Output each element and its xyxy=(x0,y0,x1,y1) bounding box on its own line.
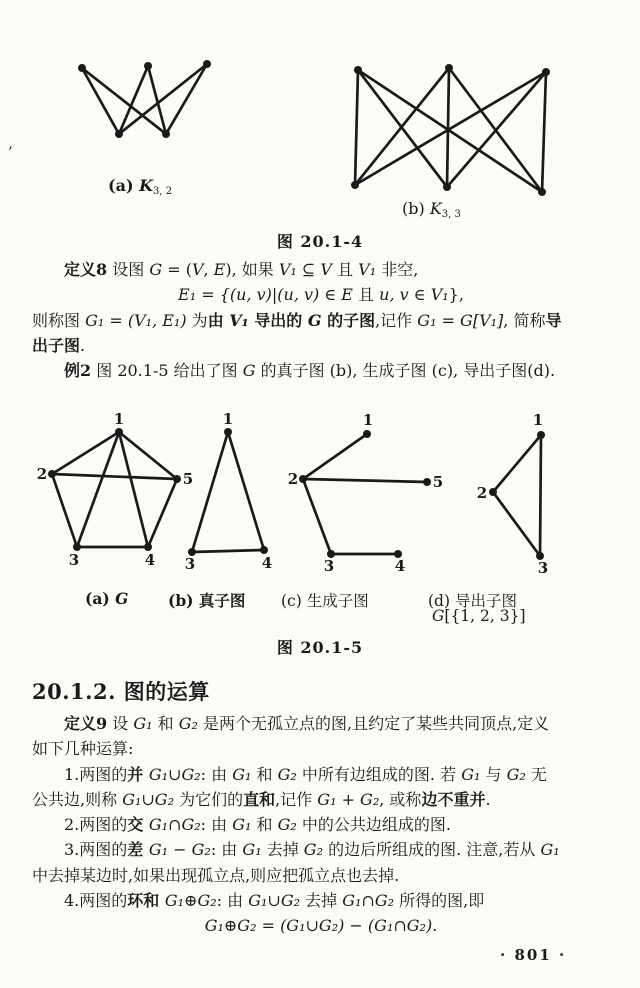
text-segment: 环和 xyxy=(127,891,165,911)
text-segment: G₂ xyxy=(277,815,297,835)
text-segment: 中去掉某边时,如果出现孤立点,则应把孤立点也去掉. xyxy=(32,865,400,885)
text-segment: u, v ∈ V₁ xyxy=(379,285,449,305)
text-segment: G₁∩G₂ xyxy=(342,891,395,911)
text-segment: 3, 3 xyxy=(441,209,461,220)
graph-induced-subgraph xyxy=(462,412,574,576)
text-segment: G₁∩G₂ xyxy=(148,815,201,835)
graph-vertex-label: 2 xyxy=(287,470,299,488)
text-segment: 是两个无孤立点的图,且约定了某些共同顶点,定义 xyxy=(197,714,550,733)
text-segment: 如下几种运算: xyxy=(32,739,134,759)
graph-vertex xyxy=(354,66,362,74)
text-segment: V₁ xyxy=(358,260,377,279)
text-segment: 无 xyxy=(525,764,547,784)
text-line xyxy=(32,711,610,736)
graph-vertex xyxy=(363,430,371,438)
graph-edge xyxy=(542,72,546,192)
graph-spanning-subgraph xyxy=(287,411,444,575)
text-line xyxy=(32,282,610,307)
graph-vertex xyxy=(351,181,359,189)
text-segment: 设 xyxy=(107,714,134,733)
graph-induced-subgraph-svg xyxy=(462,412,574,576)
graph-vertex xyxy=(115,130,123,138)
text-segment: 且 xyxy=(331,260,359,279)
graph-vertex xyxy=(224,428,232,436)
text-segment: . xyxy=(485,789,491,809)
text-segment: 和 xyxy=(251,764,278,784)
text-segment: E xyxy=(213,260,226,279)
graph-vertex-label: 5 xyxy=(432,473,444,491)
graph-vertex xyxy=(299,475,307,483)
fig5-caption-a xyxy=(85,589,128,608)
graph-vertex-label: 1 xyxy=(362,411,374,429)
graph-g-svg xyxy=(36,410,194,574)
text-segment: G₁ = (V₁, E₁) xyxy=(85,310,187,330)
text-segment: 中的公共边组成的图. xyxy=(296,815,452,835)
graph-edge xyxy=(52,474,177,479)
text-segment: 定义9 xyxy=(64,714,108,733)
graph-k33-svg xyxy=(350,54,565,202)
text-segment: 导 xyxy=(545,310,562,330)
text-segment: 和 xyxy=(251,815,278,835)
text-segment: ,记作 xyxy=(275,789,318,809)
graph-edge xyxy=(52,432,119,474)
text-segment: 导出的 xyxy=(248,310,308,330)
text-segment: G xyxy=(115,589,129,608)
graph-edge xyxy=(82,68,119,134)
page-number: · 801 · xyxy=(500,946,567,964)
graph-vertex-label: 3 xyxy=(323,557,335,575)
graph-true-subgraph xyxy=(183,412,283,574)
text-segment: = ( xyxy=(162,260,192,279)
graph-edge xyxy=(303,479,331,554)
text-segment: G₁ xyxy=(232,815,252,835)
text-segment: 3, 2 xyxy=(152,186,173,197)
text-segment: G₂ xyxy=(178,714,198,733)
def8-paragraph xyxy=(32,257,610,383)
text-segment: (b) xyxy=(168,591,199,610)
text-segment: 真子图 xyxy=(198,591,246,610)
text-segment: 设图 xyxy=(107,260,150,279)
text-segment: : 由 xyxy=(200,764,233,784)
graph-vertex xyxy=(78,64,86,72)
graph-vertex xyxy=(423,478,431,486)
text-line xyxy=(32,863,610,888)
text-segment: : 由 xyxy=(200,815,233,835)
text-segment: G₁ xyxy=(461,764,481,784)
fig4-label-b xyxy=(402,199,461,220)
graph-vertex xyxy=(173,475,181,483)
text-segment: 的边后所组成的图. 注意,若从 xyxy=(323,840,541,860)
text-segment: V₁ ⊆ V xyxy=(278,260,332,279)
fig5-caption-d-sub xyxy=(432,607,526,625)
text-line xyxy=(32,736,610,761)
text-segment: (a) xyxy=(108,176,140,195)
text-segment: 例2 xyxy=(64,361,92,381)
graph-vertex xyxy=(260,546,268,554)
text-segment: 去掉 xyxy=(261,840,304,860)
graph-vertex-label: 5 xyxy=(182,470,194,488)
graph-vertex-label: 1 xyxy=(532,411,544,429)
text-segment: 图 20.1-5 xyxy=(276,638,364,657)
text-segment: , 或称 xyxy=(379,789,422,809)
text-segment: G xyxy=(307,310,322,330)
text-segment: G₁ xyxy=(232,764,252,784)
text-segment: 所得的图,即 xyxy=(394,891,485,911)
graph-vertex xyxy=(73,543,81,551)
graph-edge xyxy=(493,492,540,556)
text-segment: 和 xyxy=(152,714,179,733)
text-segment: E₁ = {(u, v)|(u, v) ∈ E xyxy=(178,285,353,305)
text-segment: }, xyxy=(448,285,464,305)
text-segment: 公共边,则称 xyxy=(32,789,123,809)
text-segment: 与 xyxy=(480,764,507,784)
text-segment: 为 xyxy=(186,310,208,330)
graph-edge xyxy=(228,432,264,550)
text-segment: G₁ + G₂ xyxy=(317,789,380,809)
graph-vertex xyxy=(144,62,152,70)
text-segment: ,记作 xyxy=(375,310,418,330)
text-segment: 则称图 xyxy=(32,310,86,330)
graph-vertex xyxy=(445,64,453,72)
def9-paragraph xyxy=(32,711,610,939)
graph-vertex-label: 2 xyxy=(36,465,48,483)
graph-vertex xyxy=(538,188,546,196)
text-segment: (a) xyxy=(85,589,116,608)
text-segment: 2.两图的 xyxy=(64,815,128,835)
text-line xyxy=(32,257,610,282)
text-line xyxy=(32,333,610,358)
text-segment: 中所有边组成的图. 若 xyxy=(296,764,462,784)
graph-edge xyxy=(166,64,207,134)
fig5-caption-b xyxy=(168,589,245,611)
graph-vertex-label: 4 xyxy=(144,551,156,569)
text-segment: 边不重并 xyxy=(421,789,486,809)
text-line xyxy=(32,787,610,812)
graph-vertex-label: 1 xyxy=(113,410,125,428)
text-segment: 为它们的 xyxy=(173,789,244,809)
graph-true-subgraph-svg xyxy=(183,412,283,574)
text-segment: G₁ xyxy=(133,714,153,733)
graph-vertex xyxy=(144,543,152,551)
text-line xyxy=(32,913,610,938)
text-segment: 交 xyxy=(127,815,149,835)
text-segment: V xyxy=(191,260,204,279)
graph-k33 xyxy=(350,54,565,202)
graph-edge xyxy=(77,432,119,547)
text-segment: 由 xyxy=(207,310,230,330)
graph-vertex xyxy=(443,183,451,191)
graph-vertex xyxy=(542,68,550,76)
graph-vertex xyxy=(115,428,123,436)
graph-edge xyxy=(447,72,546,187)
fig4-label-a xyxy=(108,176,172,197)
graph-edge xyxy=(540,435,541,556)
text-line xyxy=(32,308,610,333)
graph-edge xyxy=(355,70,358,185)
text-segment: V₁ xyxy=(229,310,249,330)
graph-vertex xyxy=(489,488,497,496)
graph-spanning-subgraph-svg xyxy=(287,411,444,575)
graph-edge xyxy=(303,479,427,482)
text-segment: G₁⊕G₂ = (G₁∪G₂) − (G₁∩G₂). xyxy=(204,916,438,936)
graph-edge xyxy=(355,72,546,185)
text-segment: . xyxy=(80,335,86,355)
graph-edge xyxy=(192,550,264,552)
graph-vertex-label: 3 xyxy=(184,555,196,573)
fig5-caption xyxy=(0,635,640,658)
text-line xyxy=(32,888,610,913)
graph-vertex xyxy=(537,431,545,439)
text-segment: 定义8 xyxy=(64,260,108,279)
text-segment: G₂ xyxy=(506,764,526,784)
graph-vertex-label: 4 xyxy=(394,557,406,575)
fig5-caption-c xyxy=(281,589,369,611)
text-segment: G₁ − G₂ xyxy=(148,840,211,860)
graph-edge xyxy=(303,434,367,479)
text-segment: 直和 xyxy=(243,789,276,809)
graph-vertex xyxy=(162,130,170,138)
text-segment: , xyxy=(203,260,214,279)
section-heading xyxy=(32,676,210,706)
graph-vertex xyxy=(203,60,211,68)
text-segment: (b) xyxy=(402,199,430,218)
scan-artifact-mark: ’ xyxy=(8,145,13,161)
text-segment: G xyxy=(149,260,163,279)
text-line xyxy=(32,812,610,837)
text-segment: G xyxy=(242,361,256,381)
text-segment: 去掉 xyxy=(300,891,343,911)
graph-edge xyxy=(493,435,541,492)
text-segment: K xyxy=(139,176,153,195)
graph-edge xyxy=(192,432,228,552)
text-line xyxy=(32,358,610,383)
graph-vertex xyxy=(48,470,56,478)
text-segment: K xyxy=(429,199,442,218)
text-segment: G₁ xyxy=(242,840,262,860)
text-segment: G₂ xyxy=(277,764,297,784)
text-segment: ), 如果 xyxy=(225,260,279,279)
graph-vertex-label: 4 xyxy=(261,554,273,572)
text-segment: G₁∪G₂ xyxy=(122,789,174,809)
text-line xyxy=(32,837,610,862)
text-segment: , 简称 xyxy=(503,310,546,330)
graph-vertex-label: 1 xyxy=(222,410,234,428)
text-segment: 3.两图的 xyxy=(64,840,128,860)
graph-vertex-label: 3 xyxy=(68,551,80,569)
graph-k32-svg xyxy=(38,46,230,142)
text-segment: [{1, 2, 3}] xyxy=(444,607,526,625)
text-segment: 4.两图的 xyxy=(64,891,128,911)
text-segment: G₁⊕G₂ xyxy=(164,891,217,911)
text-segment: (d) 导出子图 xyxy=(428,592,517,610)
text-segment: 的子图 xyxy=(321,310,376,330)
text-segment: : 由 xyxy=(210,840,243,860)
graph-edge xyxy=(52,474,77,547)
text-segment: 20.1.2. 图的运算 xyxy=(32,679,210,704)
text-line xyxy=(32,762,610,787)
graph-vertex-label: 3 xyxy=(537,559,549,577)
text-segment: 非空, xyxy=(376,260,419,279)
graph-edge xyxy=(447,68,449,187)
text-segment: G xyxy=(432,607,445,625)
text-segment: 且 xyxy=(352,285,380,305)
text-segment: G₁∪G₂ xyxy=(148,764,201,784)
text-segment: 出子图 xyxy=(32,335,81,355)
text-segment: 并 xyxy=(127,764,149,784)
text-segment: (c) 生成子图 xyxy=(281,592,369,610)
text-segment: 图 20.1-4 xyxy=(276,232,364,251)
text-segment: : 由 xyxy=(216,891,249,911)
text-segment: G₁ = G[V₁] xyxy=(417,310,504,330)
graph-k32 xyxy=(38,46,230,142)
fig4-caption xyxy=(0,229,640,252)
text-segment: 图 20.1-5 给出了图 xyxy=(91,361,243,381)
text-segment: 1.两图的 xyxy=(64,764,128,784)
text-segment: 的真子图 (b), 生成子图 (c), 导出子图(d). xyxy=(255,361,556,381)
text-segment: G₂ xyxy=(303,840,323,860)
graph-g xyxy=(36,410,194,574)
graph-edge xyxy=(148,479,177,547)
text-segment: 差 xyxy=(127,840,149,860)
graph-edge xyxy=(119,432,148,547)
text-segment: G₁∪G₂ xyxy=(248,891,301,911)
text-segment: G₁ xyxy=(540,840,560,860)
graph-vertex-label: 2 xyxy=(476,484,488,502)
